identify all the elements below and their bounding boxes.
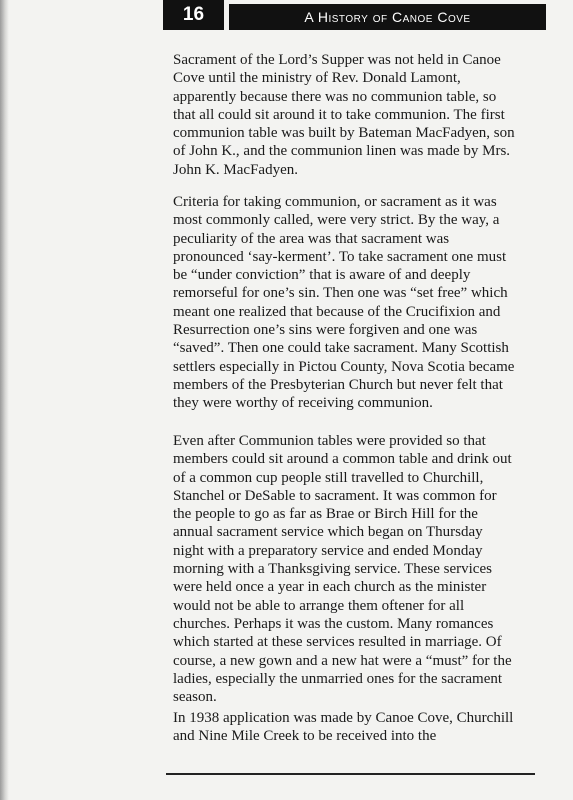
footer-rule <box>166 773 535 775</box>
paragraph-sacrament-travel: Even after Communion tables were provided so that members could sit around a common table and drink out of a common cup people still travelled to Churchill, Stanchel or DeSable to sacrament. It was common for the people to go as far as Brae or Birch Hill for the annual sacrament service which began on Thursday night with a preparatory service and ended Monday morning with a Thanksgiving service. These services were held once a year in each church as the minister would not be able to arrange them oftener for all churches. Perhaps it was the custom. Many romances which started at these services resulted in marriage. Of course, a new gown and a new hat were a “must” for the ladies, especially the unmarried ones for the sacrament season. <box>173 433 512 706</box>
paragraph-1938-application: In 1938 application was made by Canoe Cove, Churchill and Nine Mile Creek to be received into the <box>173 710 514 745</box>
page-number: 16 <box>163 0 224 30</box>
paragraph-communion-table: Sacrament of the Lord’s Supper was not held in Canoe Cove until the ministry of Rev. Donald Lamont, apparently because there was no communion table, so that all could sit around it to take communion. The first communion table was built by Bateman MacFadyen, son of John K., and the communion linen was made by Mrs. John K. MacFadyen. <box>173 52 515 178</box>
paragraph-criteria-communion: Criteria for taking communion, or sacrament as it was most commonly called, were very strict. By the way, a peculiarity of the area was that sacrament was pronounced ‘say-kerment’. To take sacrament one must be “under conviction” that is aware of and deeply remorseful for one’s sin. Then one was “set free” which meant one realized that because of the Crucifixion and Resurrection one’s sins were forgiven and one was “saved”. Then one could take sacrament. Many Scottish settlers especially in Pictou County, Nova Scotia became members of the Presbyterian Church but never felt that they were worthy of receiving communion. <box>173 194 515 412</box>
running-header-title: A History of Canoe Cove <box>229 4 546 30</box>
page-edge-shadow <box>0 0 9 800</box>
